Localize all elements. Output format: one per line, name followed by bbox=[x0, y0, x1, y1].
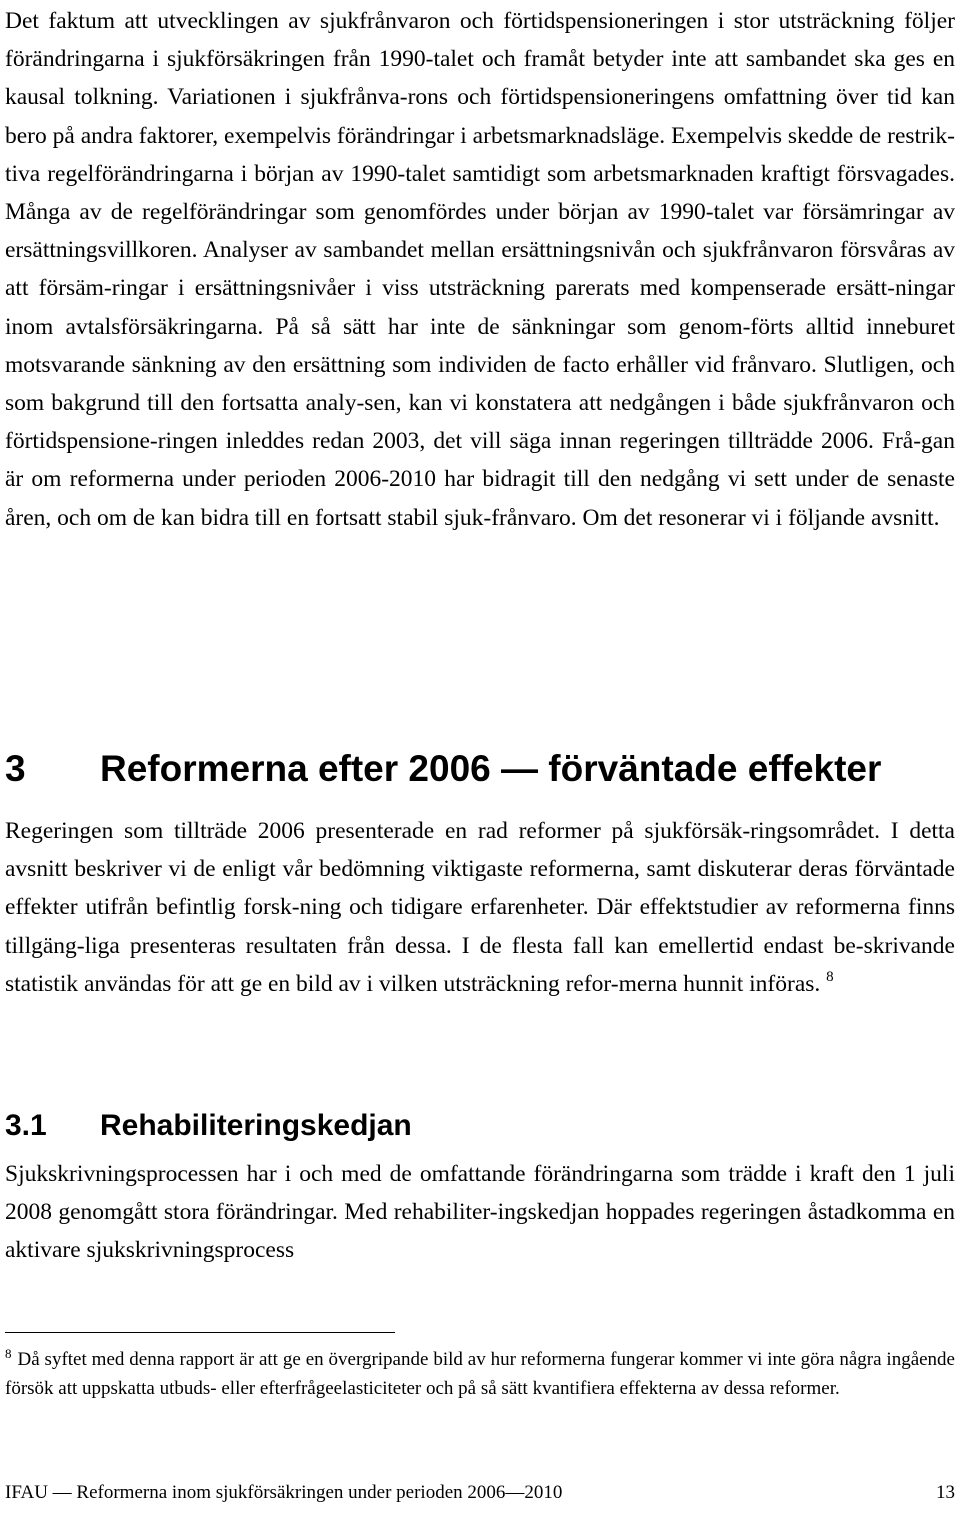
footer-title: IFAU — Reformerna inom sjukförsäkringen under perioden 2006—2010 bbox=[5, 1482, 563, 1503]
subsection-heading bbox=[5, 1104, 412, 1148]
page-number: 13 bbox=[936, 1482, 955, 1503]
footnote bbox=[5, 1346, 955, 1403]
subsection-number: 3.1 bbox=[5, 1109, 47, 1142]
footnote-reference[interactable]: 8 bbox=[826, 968, 834, 985]
body-paragraph-2-text: Regeringen som tillträde 2006 presenterade en rad reformer på sjukförsäk-ringsområdet. I detta avsnitt beskriver vi de enligt vår bedömning viktigaste reformerna, samt diskuterar deras förväntade effekter utifrån befintlig forsk-ning och tidigare erfarenheter. Där effektstudier av reformerna finns tillgäng-liga presenteras resultaten från dessa. I de flesta fall kan emellertid endast be-skrivande statistik användas för att ge en bild av i vilken utsträckning refor-merna hunnit införas. bbox=[5, 818, 955, 997]
footnote-divider bbox=[5, 1332, 395, 1333]
body-paragraph-3: Sjukskrivningsprocessen har i och med de omfattande förändringarna som trädde i kraft den 1 juli 2008 genomgått stora förändringar. Med rehabiliter-ingskedjan hoppades regeringen åstadkomma en aktivare sjukskrivningsprocess bbox=[5, 1161, 955, 1264]
body-paragraph-2 bbox=[5, 812, 955, 1003]
subsection-title: Rehabiliteringskedjan bbox=[100, 1109, 412, 1142]
section-title: Reformerna efter 2006 — förväntade effekter bbox=[100, 748, 882, 789]
section-heading bbox=[5, 742, 881, 796]
footnote-number: 8 bbox=[5, 1346, 12, 1361]
body-paragraph-1: Det faktum att utvecklingen av sjukfrånvaron och förtidspensioneringen i stor utsträckning följer förändringarna i sjukförsäkringen från 1990-talet och framåt betyder inte att sambandet ska ges en kausal tolkning. Variationen i sjukfrånva-rons och förtidspensioneringens omfattning över tid kan bero på andra faktorer, exempelvis förändringar i arbetsmarknadsläge. Exempelvis skedde de restrik-tiva regelförändringarna i början av 1990-talet samtidigt som arbetsmarknaden kraftigt försvagades. Många av de regelförändringar som genomfördes under början av 1990-talet var försämringar av ersättningsvillkoren. Analyser av sambandet mellan ersättningsnivån och sjukfrånvaron försvåras av att försäm-ringar i ersättningsnivåer i viss utsträckning parerats med kompenserade ersätt-ningar inom avtalsförsäkringarna. På så sätt har inte de sänkningar som genom-förts alltid inneburet motsvarande sänkning av den ersättning som individen de facto erhåller vid frånvaro. Slutligen, och som bakgrund till den fortsatta analy-sen, kan vi konstatera att nedgången i både sjukfrånvaron och förtidspensione-ringen inleddes redan 2003, det vill säga innan regeringen tillträdde 2006. Frå-gan är om reformerna under perioden 2006-2010 har bidragit till den nedgång vi sett under de senaste åren, och om de kan bidra till en fortsatt stabil sjuk-frånvaro. Om det resonerar vi i följande avsnitt. bbox=[5, 8, 955, 531]
section-number: 3 bbox=[5, 748, 26, 789]
footnote-text: Då syftet med denna rapport är att ge en övergripande bild av hur reformerna fungerar kommer vi inte göra några ingående försök att uppskatta utbuds- eller efterfrågeelasticiteter och på så sätt kvantifiera effekterna av dessa reformer. bbox=[5, 1349, 955, 1399]
page-footer bbox=[5, 1480, 955, 1506]
